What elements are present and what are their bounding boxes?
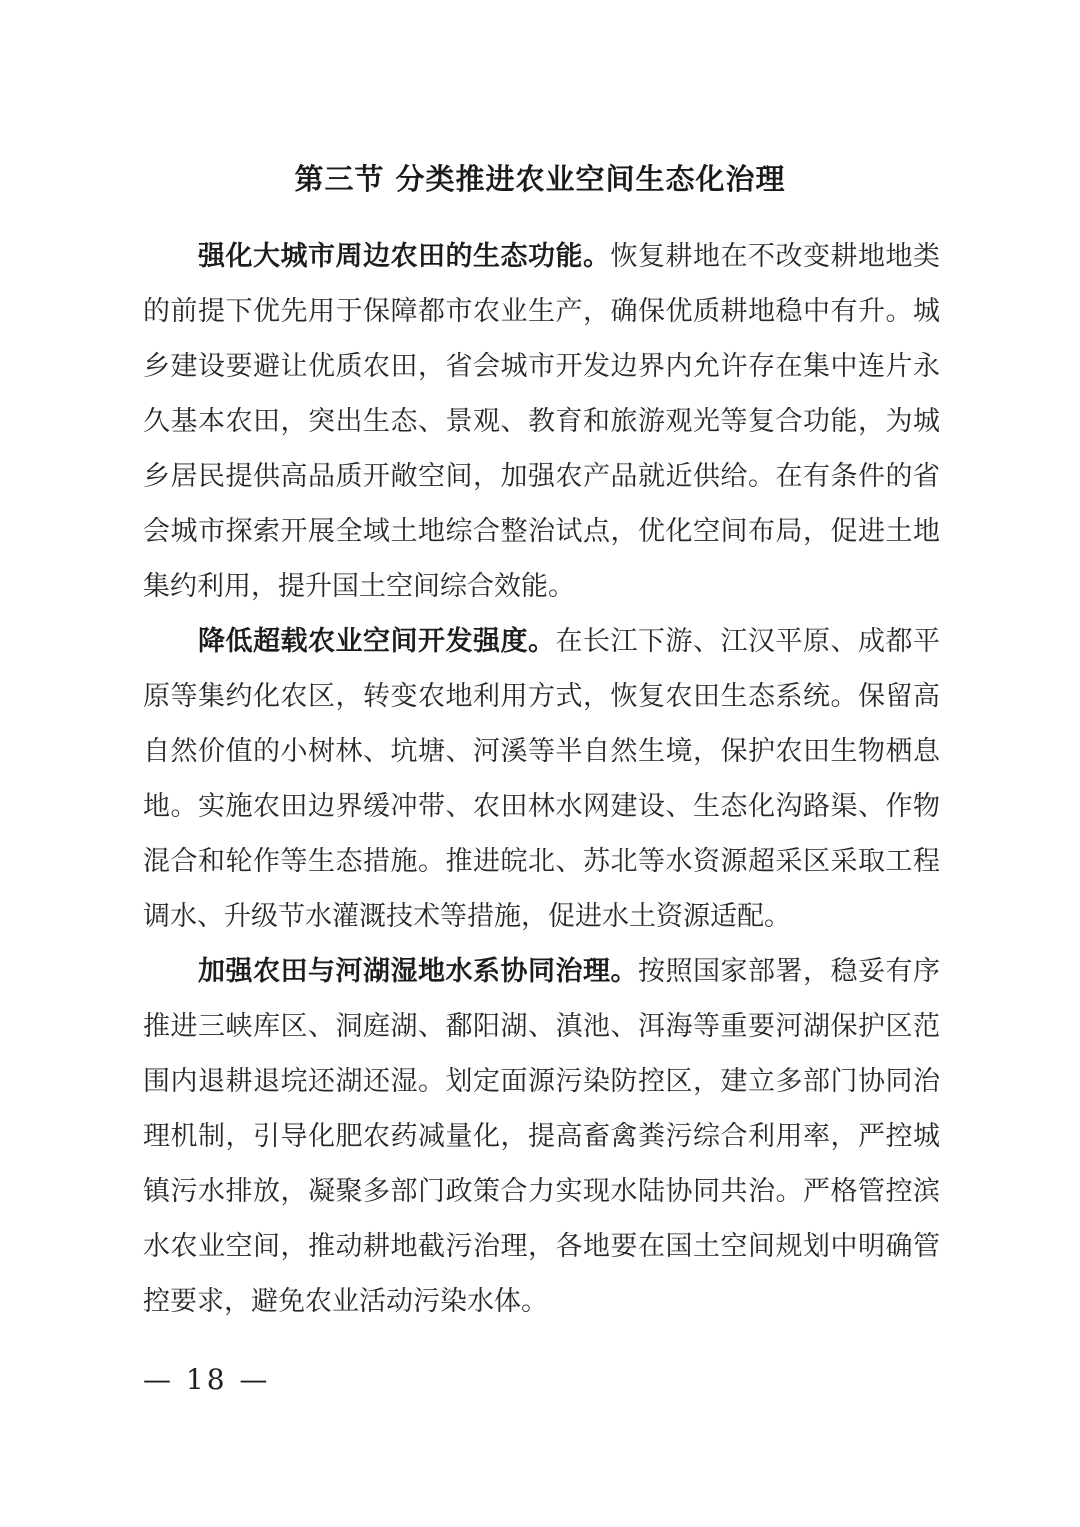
- body-line: [143, 614, 940, 669]
- body-line: [143, 1219, 940, 1274]
- line-text: 集约利用，提升国土空间综合效能。: [143, 571, 575, 602]
- line-text: 理机制，引导化肥农药减量化，提高畜禽粪污综合利用率，严控城: [143, 1121, 940, 1152]
- line-text: 调水、升级节水灌溉技术等措施，促进水土资源适配。: [143, 901, 791, 932]
- document-body: [143, 229, 940, 1329]
- line-text: 原等集约化农区，转变农地利用方式，恢复农田生态系统。保留高: [143, 681, 940, 712]
- body-line: [143, 1274, 940, 1329]
- line-text: 镇污水排放，凝聚多部门政策合力实现水陆协同共治。严格管控滨: [143, 1176, 940, 1207]
- body-line: [143, 834, 940, 889]
- body-line: [143, 229, 940, 284]
- line-text: 自然价值的小树林、坑塘、河溪等半自然生境，保护农田生物栖息: [143, 736, 940, 767]
- line-text: 恢复耕地在不改变耕地地类: [610, 241, 940, 272]
- line-text: 会城市探索开展全域土地综合整治试点，优化空间布局，促进土地: [143, 516, 940, 547]
- body-line: [143, 1109, 940, 1164]
- page-number: — 18 —: [143, 1363, 271, 1396]
- body-line: [143, 779, 940, 834]
- line-text: 乡建设要避让优质农田，省会城市开发边界内允许存在集中连片永: [143, 351, 940, 382]
- body-line: [143, 394, 940, 449]
- line-text: 久基本农田，突出生态、景观、教育和旅游观光等复合功能，为城: [143, 406, 940, 437]
- body-line: [143, 559, 940, 614]
- body-line: [143, 1164, 940, 1219]
- line-text: 按照国家部署，稳妥有序: [638, 956, 940, 987]
- body-line: [143, 889, 940, 944]
- line-text: 控要求，避免农业活动污染水体。: [143, 1286, 548, 1317]
- line-text: 水农业空间，推动耕地截污治理，各地要在国土空间规划中明确管: [143, 1231, 940, 1262]
- body-line: [143, 999, 940, 1054]
- line-text: 的前提下优先用于保障都市农业生产，确保优质耕地稳中有升。城: [143, 296, 940, 327]
- body-line: [143, 504, 940, 559]
- body-line: [143, 1054, 940, 1109]
- body-line: [143, 944, 940, 999]
- line-text: 在长江下游、江汉平原、成都平: [555, 626, 940, 657]
- body-line: [143, 724, 940, 779]
- line-text: 围内退耕退垸还湖还湿。划定面源污染防控区，建立多部门协同治: [143, 1066, 940, 1097]
- line-text: 地。实施农田边界缓冲带、农田林水网建设、生态化沟路渠、作物: [143, 791, 940, 822]
- line-text: 推进三峡库区、洞庭湖、鄱阳湖、滇池、洱海等重要河湖保护区范: [143, 1011, 940, 1042]
- paragraph-lead-bold: 加强农田与河湖湿地水系协同治理。: [198, 956, 638, 987]
- body-line: [143, 284, 940, 339]
- paragraph-lead-bold: 强化大城市周边农田的生态功能。: [198, 241, 611, 272]
- line-text: 乡居民提供高品质开敞空间，加强农产品就近供给。在有条件的省: [143, 461, 940, 492]
- body-line: [143, 669, 940, 724]
- line-text: 混合和轮作等生态措施。推进皖北、苏北等水资源超采区采取工程: [143, 846, 940, 877]
- body-line: [143, 449, 940, 504]
- body-line: [143, 339, 940, 394]
- section-title: 第三节 分类推进农业空间生态化治理: [294, 162, 786, 196]
- paragraph-lead-bold: 降低超载农业空间开发强度。: [198, 626, 556, 657]
